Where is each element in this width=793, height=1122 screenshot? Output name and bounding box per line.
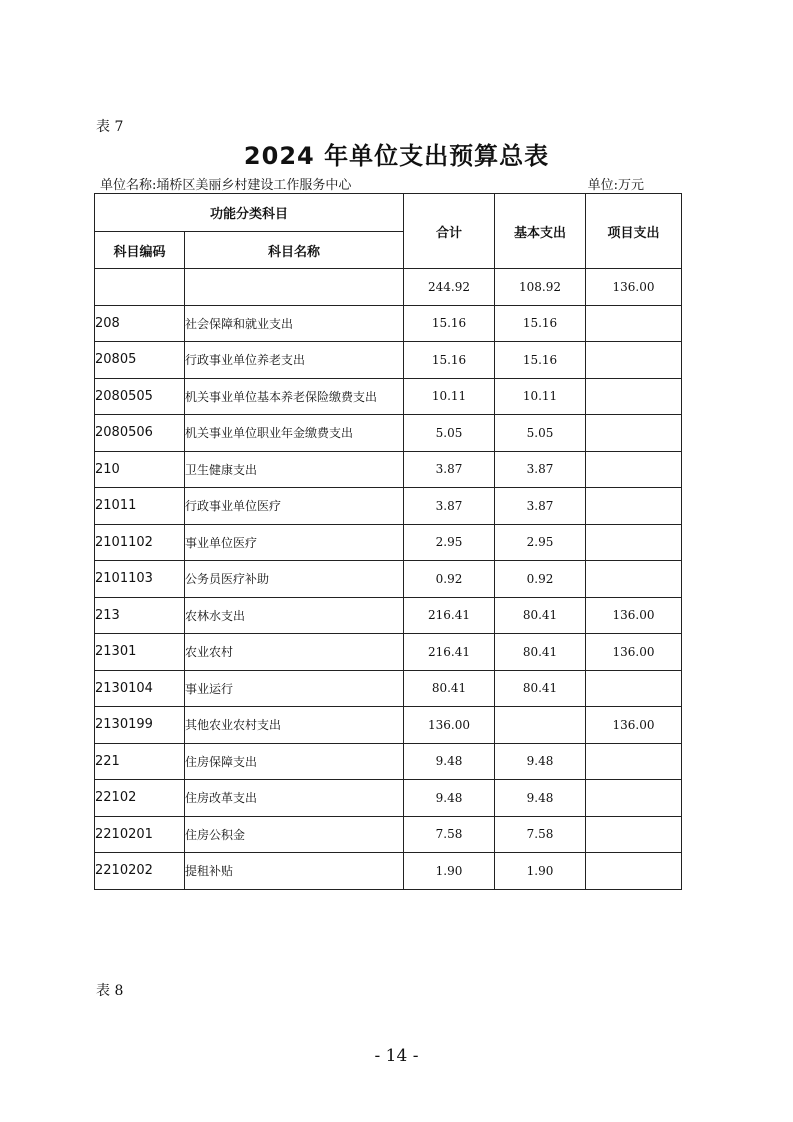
cell-name: 行政事业单位养老支出 xyxy=(185,342,404,379)
cell-basic: 15.16 xyxy=(495,305,586,342)
page-number: - 14 - xyxy=(374,1046,419,1066)
page-title: 2024 年单位支出预算总表 xyxy=(243,142,550,170)
cell-name xyxy=(185,269,404,306)
cell-total: 15.16 xyxy=(404,305,495,342)
table-row xyxy=(95,670,682,707)
table-row xyxy=(95,743,682,780)
cell-name: 卫生健康支出 xyxy=(185,451,404,488)
cell-project: 136.00 xyxy=(586,269,682,306)
table-label-7: 表 7 xyxy=(96,119,124,135)
cell-code: 22102 xyxy=(95,780,185,817)
cell-project xyxy=(586,451,682,488)
cell-name: 农业农村 xyxy=(185,634,404,671)
unit-name: 单位名称:埇桥区美丽乡村建设工作服务中心 xyxy=(100,178,352,193)
cell-project xyxy=(586,415,682,452)
unit-measure: 单位:万元 xyxy=(587,178,644,193)
header-basic: 基本支出 xyxy=(495,194,586,269)
cell-total: 80.41 xyxy=(404,670,495,707)
cell-basic: 3.87 xyxy=(495,451,586,488)
cell-total: 15.16 xyxy=(404,342,495,379)
cell-code: 213 xyxy=(95,597,185,634)
table-row xyxy=(95,415,682,452)
cell-code: 2210201 xyxy=(95,816,185,853)
cell-name: 住房保障支出 xyxy=(185,743,404,780)
cell-total: 136.00 xyxy=(404,707,495,744)
cell-code xyxy=(95,269,185,306)
header-project: 项目支出 xyxy=(586,194,682,269)
cell-project xyxy=(586,743,682,780)
cell-total: 3.87 xyxy=(404,451,495,488)
cell-name: 社会保障和就业支出 xyxy=(185,305,404,342)
cell-basic: 7.58 xyxy=(495,816,586,853)
table-row xyxy=(95,816,682,853)
cell-project xyxy=(586,524,682,561)
cell-code: 2080505 xyxy=(95,378,185,415)
unit-info-row xyxy=(100,174,680,193)
cell-basic: 3.87 xyxy=(495,488,586,525)
cell-name: 机关事业单位基本养老保险缴费支出 xyxy=(185,378,404,415)
cell-project xyxy=(586,488,682,525)
cell-basic: 10.11 xyxy=(495,378,586,415)
cell-basic: 0.92 xyxy=(495,561,586,598)
cell-name: 提租补贴 xyxy=(185,853,404,890)
cell-basic: 15.16 xyxy=(495,342,586,379)
cell-project xyxy=(586,561,682,598)
cell-basic: 5.05 xyxy=(495,415,586,452)
cell-code: 2130104 xyxy=(95,670,185,707)
cell-name: 行政事业单位医疗 xyxy=(185,488,404,525)
cell-total: 3.87 xyxy=(404,488,495,525)
cell-total: 7.58 xyxy=(404,816,495,853)
cell-code: 210 xyxy=(95,451,185,488)
cell-code: 21301 xyxy=(95,634,185,671)
cell-total: 1.90 xyxy=(404,853,495,890)
table-row xyxy=(95,561,682,598)
cell-total: 216.41 xyxy=(404,634,495,671)
cell-name: 住房公积金 xyxy=(185,816,404,853)
table-row xyxy=(95,524,682,561)
cell-basic: 9.48 xyxy=(495,780,586,817)
cell-name: 公务员医疗补助 xyxy=(185,561,404,598)
cell-name: 事业单位医疗 xyxy=(185,524,404,561)
budget-table xyxy=(94,193,682,890)
cell-code: 2210202 xyxy=(95,853,185,890)
cell-project xyxy=(586,342,682,379)
cell-name: 住房改革支出 xyxy=(185,780,404,817)
cell-total: 5.05 xyxy=(404,415,495,452)
budget-table-body xyxy=(95,269,682,890)
cell-project: 136.00 xyxy=(586,634,682,671)
cell-code: 2080506 xyxy=(95,415,185,452)
table-row xyxy=(95,342,682,379)
cell-project xyxy=(586,670,682,707)
table-row xyxy=(95,634,682,671)
cell-project: 136.00 xyxy=(586,707,682,744)
cell-project xyxy=(586,853,682,890)
cell-total: 2.95 xyxy=(404,524,495,561)
cell-basic: 108.92 xyxy=(495,269,586,306)
cell-code: 208 xyxy=(95,305,185,342)
header-function-category: 功能分类科目 xyxy=(95,194,404,232)
cell-basic: 1.90 xyxy=(495,853,586,890)
cell-code: 2101103 xyxy=(95,561,185,598)
cell-basic: 9.48 xyxy=(495,743,586,780)
cell-code: 20805 xyxy=(95,342,185,379)
cell-total: 244.92 xyxy=(404,269,495,306)
header-code: 科目编码 xyxy=(95,232,185,269)
table-row xyxy=(95,597,682,634)
table-row xyxy=(95,488,682,525)
cell-basic: 80.41 xyxy=(495,634,586,671)
cell-name: 事业运行 xyxy=(185,670,404,707)
cell-name: 其他农业农村支出 xyxy=(185,707,404,744)
header-total: 合计 xyxy=(404,194,495,269)
cell-project xyxy=(586,305,682,342)
cell-project xyxy=(586,816,682,853)
cell-basic: 2.95 xyxy=(495,524,586,561)
table-row xyxy=(95,451,682,488)
cell-project xyxy=(586,378,682,415)
table-row xyxy=(95,305,682,342)
table-row xyxy=(95,269,682,306)
cell-basic: 80.41 xyxy=(495,597,586,634)
table-label-8: 表 8 xyxy=(96,983,124,999)
cell-total: 9.48 xyxy=(404,780,495,817)
cell-project: 136.00 xyxy=(586,597,682,634)
cell-total: 9.48 xyxy=(404,743,495,780)
table-row xyxy=(95,707,682,744)
cell-project xyxy=(586,780,682,817)
cell-total: 0.92 xyxy=(404,561,495,598)
table-row xyxy=(95,378,682,415)
table-row xyxy=(95,780,682,817)
table-row xyxy=(95,853,682,890)
cell-name: 机关事业单位职业年金缴费支出 xyxy=(185,415,404,452)
cell-code: 2101102 xyxy=(95,524,185,561)
cell-basic xyxy=(495,707,586,744)
header-name: 科目名称 xyxy=(185,232,404,269)
cell-code: 2130199 xyxy=(95,707,185,744)
cell-name: 农林水支出 xyxy=(185,597,404,634)
cell-code: 21011 xyxy=(95,488,185,525)
cell-total: 10.11 xyxy=(404,378,495,415)
cell-total: 216.41 xyxy=(404,597,495,634)
cell-code: 221 xyxy=(95,743,185,780)
cell-basic: 80.41 xyxy=(495,670,586,707)
